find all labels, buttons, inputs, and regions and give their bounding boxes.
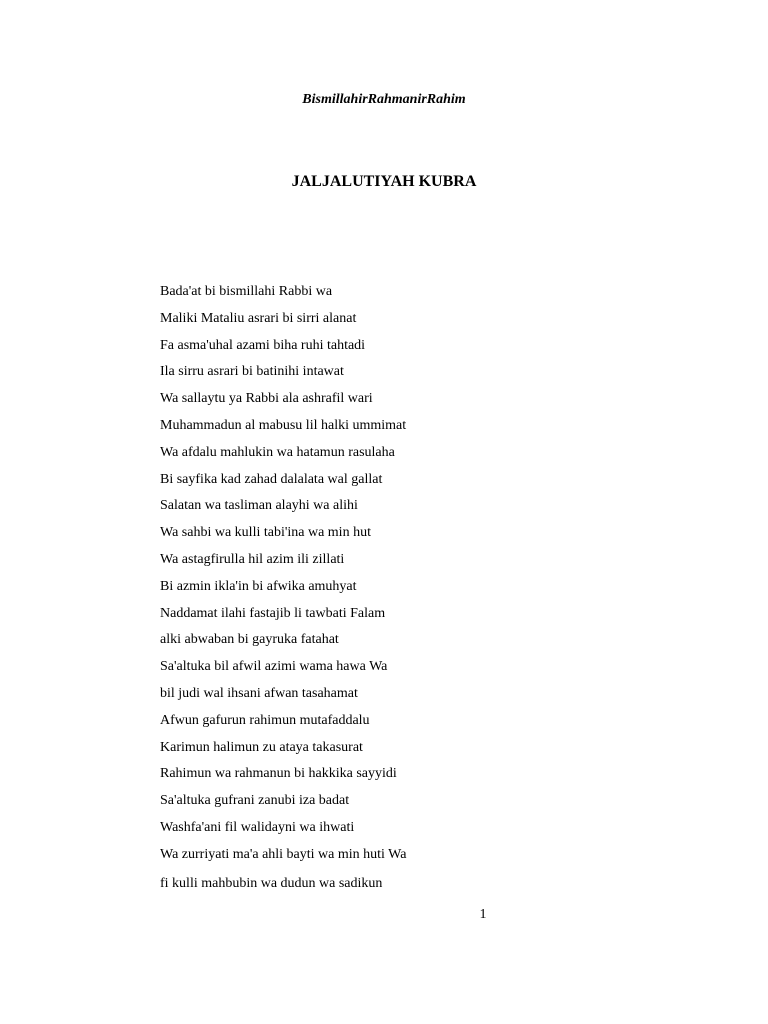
verse-line: Fa asma'uhal azami biha ruhi tahtadi [160, 337, 366, 353]
verse-line: bil judi wal ihsani afwan tasahamat [160, 685, 358, 701]
verse-line: Rahimun wa rahmanun bi hakkika sayyidi [160, 766, 397, 782]
verse-line: Wa zurriyati ma'a ahli bayti wa min huti Wa [160, 846, 407, 862]
verse-line: Bada'at bi bismillahi Rabbi wa [160, 284, 333, 299]
verse-line: Naddamat ilahi fastajib li tawbati Falam [160, 605, 386, 621]
page-number: 1 [479, 907, 487, 922]
verse-line: Bi azmin ikla'in bi afwika amuhyat [160, 578, 357, 594]
basmala-heading: BismillahirRahmanirRahim [302, 92, 466, 107]
verse-line: Bi sayfika kad zahad dalalata wal gallat [160, 471, 383, 487]
verse-line: Washfa'ani fil walidayni wa ihwati [160, 819, 355, 835]
verse-line: Afwun gafurun rahimun mutafaddalu [160, 712, 370, 728]
verse-list [160, 282, 407, 900]
verse-line: Sa'altuka bil afwil azimi wama hawa Wa [160, 659, 388, 675]
verse-line: Salatan wa tasliman alayhi wa alihi [160, 498, 358, 514]
verse-line: Karimun halimun zu ataya takasurat [160, 739, 363, 755]
verse-line: Muhammadun al mabusu lil halki ummimat [160, 417, 407, 433]
verse-line: Wa afdalu mahlukin wa hatamun rasulaha [160, 444, 395, 460]
verse-line: Wa sallaytu ya Rabbi ala ashrafil wari [160, 391, 373, 407]
verse-line: alki abwaban bi gayruka fatahat [160, 632, 339, 648]
verse-line: Ila sirru asrari bi batinihi intawat [160, 364, 344, 380]
verse-line: fi kulli mahbubin wa dudun wa sadikun [160, 875, 383, 891]
page-title: JALJALUTIYAH KUBRA [291, 173, 477, 190]
verse-line: Maliki Mataliu asrari bi sirri alanat [160, 310, 357, 326]
verse-line: Wa astagfirulla hil azim ili zillati [160, 551, 345, 567]
verse-line: Sa'altuka gufrani zanubi iza badat [160, 793, 350, 809]
verse-line: Wa sahbi wa kulli tabi'ina wa min hut [160, 525, 371, 541]
